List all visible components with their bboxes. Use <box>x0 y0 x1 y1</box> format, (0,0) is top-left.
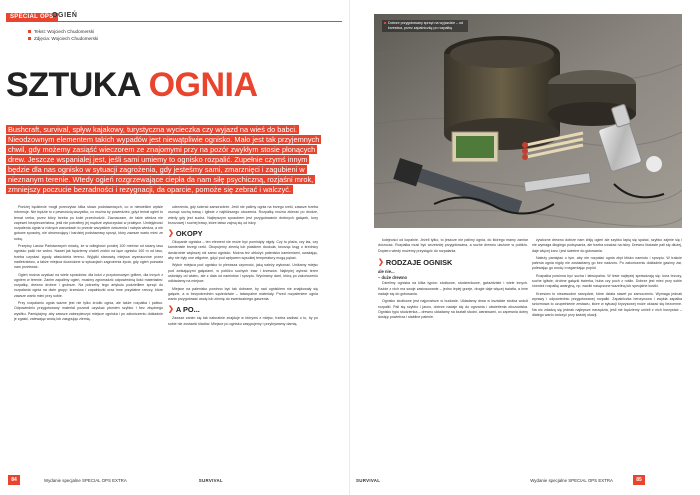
page-number: 85 <box>633 475 645 485</box>
fire-gear-illustration <box>374 14 682 228</box>
body-paragraph: Miejsce na palenisko powinno być tak dobrane, by nad ogniskiem nie znajdowały się gałęzie, a w bezpośrednim sąsiedztwie – łatwopalne materiały. Przed rozpaleniem ognia warto przygotować wodę lub ziemię do ewentualnego gaszenia. <box>168 286 318 302</box>
footer-magazine: SURVIVAL <box>198 477 223 483</box>
body-paragraph: Rozpałka powinna być sucha i łatwopalna. W lesie najlepiej sprawdzają się: kora brzozy, suche igliwie, drobne gałązki świerka, huba czy puch z roślin. Dobrze jest mieć przy sobie również rozpałkę awaryjną, np. waciki nasączone wazeliną lub specjalne kostki. <box>532 273 682 289</box>
photo-caption: Dobrze przygotowany sprzęt na wyjazdzie – od krzesiwa, przez zapalniczkę po rozpałkę <box>382 20 468 32</box>
lead-paragraph: Bushcraft, survival, spływ kajakowy, turystyczna wycieczka czy wyjazd na wieś do babci. Nieodzownym elementem takich wypadów jest niewątpliwie ognisko. Mało jest tak przyjemnych chwil, gdy możemy zasiąść wieczorem ze znajomymi przy na pozór zwykłym stosie płonących drew. Jeszcze wspanialej jest, jeśli sami umiemy to ognisko rozpalić. Zupełnie czymś innym będzie dla nas ognisko w sytuacji zagrożenia, gdy jesteśmy sami, zmarznięci i zagubieni w nieznanym terenie. Wtedy ogień rozgrzewające ciepła da nam siłę psychiczną, rozjaśni mrok, zmniejszy poczucie bezradności i rezygnacji, da oparcie, pomoże się zebrać i walczyć. <box>8 125 320 194</box>
body-paragraph: uderzenia, gdy ścierać samorzutnie. Jeśli nie palimy ognia na brzegu rzeki, zawsze trzeba usunąć suchą trawę i igliwie z najbliższego otoczenia. Rozpałkę można zbierać po drodze, wtedy gdy jest sucha. Najlepszym sposobem jest przygotowanie drobnych gałązek, kory brzozowej i suchej trawy, które łatwo zajmą się od iskry. <box>168 205 318 225</box>
subheading-apo: ❯ A PO... <box>168 305 200 315</box>
body-paragraph: Ogień można uzyskać na wiele sposobów: dla ludzi z przydomowym grillem, dla innych z ogniem w terenie. Zanim zapalimy ogień, musimy zgromadzić odpowiednią ilość materiałów: rozpałkę, drewno drobne i grubsze. Na potrzeby tego artykułu podzieliłem sprzęt do rozpalania ognia na dwie grupy: krzesiwa i zapalniczki oraz inne przydatne rzeczy, które zawsze warto mieć przy sobie. <box>14 272 163 298</box>
section-rule <box>6 21 342 22</box>
body-paragraph: Wybór miejsca pod ognisko to pierwsza czynność, jaką należy wykonać. Unikamy miejsc pod zwisającymi gałęziami, w pobliżu suchych traw i krzewów. Najlepiej wybrać teren osłonięty od wiatru, ale z dala od namiotów i sprzętu. Wycinamy darń, którą po zakończeniu odkładamy na miejsce. <box>168 263 318 284</box>
body-paragraph: Okopanie ogniska – ten element nie może być pominięty nigdy. Czy to plaża, czy las, czy kamieniste brzegi rzeki. Okopujemy ziemią lub piaskiem dookoła, tworząc krąg o średnicy dwukrotnie większej niż samo ognisko. Można też obłożyć palenisko kamieniami, uważając, aby nie były one wilgotne, gdyż pod wpływem wysokiej temperatury mogą pękać. <box>168 240 318 261</box>
body-paragraph: Należy pamiętać o tym, aby nie rozpalać ognia zbyt blisko namiotu i sprzętu. W trakcie palenia ognia nigdy nie zostawiamy go bez nadzoru. Po zakończeniu dokładnie gasimy żar, polewając go wodą i rozgarniając popiół. <box>532 255 682 271</box>
bullet-square-icon <box>28 30 31 33</box>
title-part-2: OGNIA <box>148 66 258 104</box>
footer-magazine: SURVIVAL <box>356 477 381 483</box>
body-paragraph: Przy rozpalaniu ognia ważne jest nie tylko źródło ognia, ale także rozpałka i paliwo. Odpowiednio przygotowany materiał pozwoli uzyskać płomień szybko i bez zbędnego wysiłku. Pamiętajmy, aby zawsze zabezpieczyć miejsce ogniska i po zakończeniu dokładnie je zgasić, zalewając wodą lub zasypując ziemią. <box>14 301 163 321</box>
credits <box>28 28 98 42</box>
body-column-3 <box>378 238 528 323</box>
credit-text: Tekst: Wojciech Chudomerski <box>28 28 98 35</box>
body-column-1 <box>14 205 163 324</box>
page-number: 84 <box>8 475 20 485</box>
footer-left <box>8 472 346 488</box>
subheading-rodzaje: ❯ RODZAJE OGNISK <box>378 257 453 267</box>
body-paragraph: Przepisy Lasów Państwowych mówią, że w odległości poniżej 100 metrów od ściany lasu ognisko palić nie wolno. Nawet jak będziemy chcieli zrobić na łące ognisko 100 m od lasu, trzeba uzyskać zgodę właściciela terenu. Wyjątki stanowią miejsca wyznaczone przez nadleśnictwo, a także miejsca dozwolone w sytuacjach zagrożenia życia, gdy ogień pozwala nam przetrwać. <box>14 244 163 270</box>
body-column-2 <box>168 205 318 329</box>
section-name: OGIEŃ <box>52 12 78 19</box>
subheading-small: ale nie... <box>378 268 395 274</box>
body-paragraph: Dzielimy ogniska na kilka typów: stożkowe, studzienkowe, gwiaździste i wiele innych. Każde z nich ma swoje zastosowanie – jedno lepiej grzeje, drugie daje więcej światła, a inne nadaje się do gotowania. <box>378 281 528 297</box>
section-tag: SPECIAL OPS <box>6 13 58 21</box>
subheading-okopy: ❯ OKOPY <box>168 229 203 239</box>
chevron-right-icon: ❯ <box>378 258 384 266</box>
body-paragraph: żywiczne drewno dobrze nam zbiję ogień ale szybko łapią się spalać, szybko zajmie się i nie wymaga długiego podsycania, ale trzeba uważać na iskry. Drewno liściaste pali się dłużej, daje więcej żaru i jest świetne do gotowania. <box>532 238 682 253</box>
bullet-square-icon <box>384 22 386 24</box>
body-column-4 <box>532 238 682 320</box>
footer-right <box>356 472 692 488</box>
chevron-right-icon: ❯ <box>168 230 174 238</box>
footer-issue-title: Wydanie specjalne SPECIAL OPS EXTRA <box>530 477 613 483</box>
body-paragraph: kolejności od kopalnie. Jeżeli tylko, to jeszcze nie palimy ognia, do którego mamy zamiar dorzucać. Rozpałka musi być wcześniej przygotowana, a suche drewno ułożone w pobliżu. Dopiero wtedy możemy przystąpić do rozpalania. <box>378 238 528 253</box>
article-title <box>6 68 258 102</box>
chevron-right-icon: ❯ <box>168 306 174 314</box>
title-part-1: SZTUKA <box>6 66 149 104</box>
bullet-square-icon <box>28 37 31 40</box>
body-paragraph: Krzesiwo to niezawodne narzędzie, które działa nawet po zamoczeniu. Wymaga jednak wprawy i odpowiednio przygotowanej rozpałki. Zapalniczka benzynowa i zwykła zapałka sztormowa to uzupełnienie zestawu, które w sytuacji kryzysowej może okazać się bezcenne. Na nic zdadzą się jednak najlepsze narzędzia, jeśli nie będziemy umieli z nich korzystać – dlatego warto ćwiczyć przy każdej okazji. <box>532 291 682 317</box>
subheading-small: – duże drewno <box>378 275 408 281</box>
footer-issue-title: Wydanie specjalne SPECIAL OPS EXTRA <box>44 477 127 483</box>
gear-photo <box>374 14 682 228</box>
credit-photos: Zdjęcia: Wojciech Chudomerski <box>28 35 98 42</box>
body-paragraph: Zawsze zanim się tak naturalnie znajduje w którymś z miejsc, trzeba zadbać o to, by po sobie nie zostawić śladów. Miejsce po ognisku zasypujemy i przykrywamy darnią. <box>168 316 318 326</box>
body-paragraph: Poniżej będziecie mogli przeczytać kilka słowo podstawowych, co w niewielkim wpisie informuje. Nie będzie to z pewnością wszystko, co można by powiedzieć, gdyż temat ogień to temat rzeka, przez który trzeba po kolei przechodzić. Zaznaczam, że takie wiedza nie zapewni bezpieczeństwa, jeśli nie potrafimy jej mądrze wykorzystać w praktyce. Umiejętność rozpalenia ognia w różnych warunkach to przede wszystkim ćwiczenia i nabyta wiedza, a nie gotowe sposoby, nie obserwujący i bardziej podstawowy sprzęt, który zawsze warto mieć ze sobą. <box>14 205 163 241</box>
body-paragraph: Ognisko stożkowe jest najprostsze w budowie. Układamy drwa w kształcie stożka wokół rozpałki. Pali się szybko i jasno, dobrze nadaje się do ogrzania i oświetlenia obozowiska. Ognisko typu studzienka – drewno układamy na kształt studni, warstwami, co zapewnia dobry dostęp powietrza i stabilne palenie. <box>378 299 528 320</box>
